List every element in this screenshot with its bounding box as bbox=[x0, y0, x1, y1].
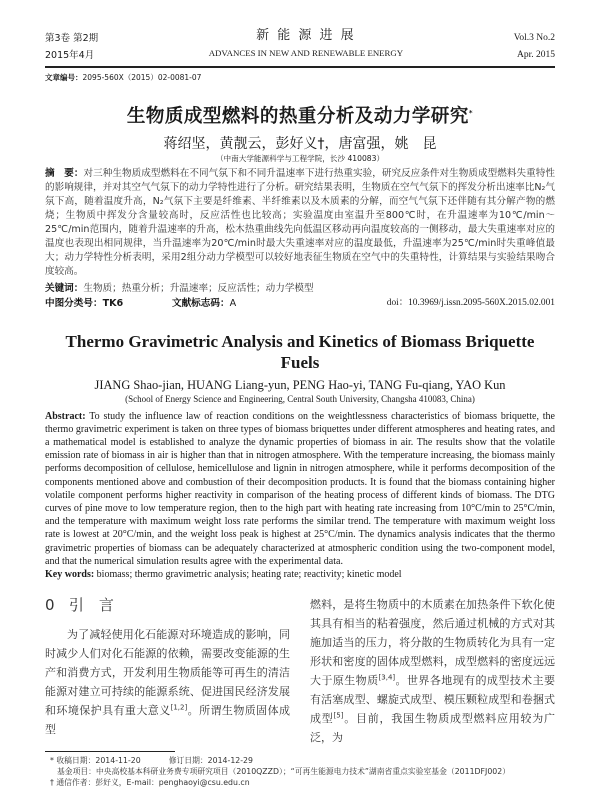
classification bbox=[45, 296, 172, 311]
intro-text: 。世界各地现有的成型技术主要有活塞成型、螺旋式成型、模压颗粒成型和卷捆式成型 bbox=[310, 674, 556, 726]
citation: [1,2] bbox=[170, 703, 188, 712]
abstract-cn-text: 对三种生物质成型燃料在不同气氛下和不同升温速率下进行热重实验，研究反应条件对生物质成型燃料失重特性的影响规律，并对其空气气氛下的动力学特性进行了分析。研究结果表明，生物质在空气气氛下的挥发分析出速率比N₂气氛下高，随着温度升高，N₂气氛下主要是纤维素、半纤维素以及木质素的分解，而空气气氛下还伴随有其分解产物的燃烧；生物质中挥发分含量较高时，反应活性也比较高；实验温度由室温升至800℃时，在升温速率为10℃/min～25℃/min范围内，随着升温速率的升高，松木热重曲线先向低温区移动再向温度较高的一侧移动，最大失重速率对应的温度也表现出相同规律，当升温速率为20℃/min时最大失重速率对应的温度最低，升温速率为25℃/min时失重峰值最大；动力学特性分析表明，采用2组分动力学模型可以较好地表征生物质在空气中的失重特性，计算结果与实验结果吻合度较高。 bbox=[45, 167, 556, 277]
title-footnote-mark: * bbox=[468, 108, 474, 117]
title-en: Thermo Gravimetric Analysis and Kinetics of Biomass Briquette Fuels bbox=[65, 331, 535, 372]
footnote-fund: 基金项目：中央高校基本科研业务费专项研究项目（2010QZZD）；“可再生能源电力技术”湖南省重点实验室基金（2011DFJ002） bbox=[57, 767, 511, 777]
document-code-label: 文献标志码： bbox=[172, 297, 230, 309]
date-cn: 2015年4月 bbox=[45, 50, 95, 61]
abstract-en bbox=[45, 410, 555, 568]
header-rule bbox=[45, 66, 555, 68]
running-header bbox=[45, 26, 555, 64]
keywords-cn-text: 生物质；热重分析；升温速率；反应活性；动力学模型 bbox=[83, 282, 314, 294]
journal-name-cn: 新 能 源 进 展 bbox=[256, 28, 356, 43]
journal-name-en: ADVANCES IN NEW AND RENEWABLE ENERGY bbox=[208, 48, 404, 58]
volume-issue-cn: 第3卷 第2期 bbox=[45, 33, 99, 44]
section-number: 0 bbox=[45, 596, 55, 615]
header-left bbox=[45, 26, 98, 64]
authors-cn: 蒋绍坚，黄靓云，彭好义†，唐富强，姚 昆 bbox=[163, 135, 437, 152]
keywords-en-label: Key words: bbox=[45, 568, 95, 580]
classification-label: 中图分类号： bbox=[45, 297, 103, 309]
article-number-value: 2095-560X（2015）02-0081-07 bbox=[82, 72, 202, 82]
keywords-en bbox=[45, 568, 555, 581]
citation: [3,4] bbox=[378, 673, 396, 682]
abstract-cn bbox=[45, 167, 555, 279]
document-code-value: A bbox=[229, 297, 237, 309]
article-number-label: 文章编号： bbox=[45, 72, 83, 82]
title-cn-text: 生物质成型燃料的热重分析及动力学研究 bbox=[126, 105, 469, 127]
intro-text: 。目前，我国生物质成型燃料应用较为广泛，为 bbox=[310, 712, 556, 745]
article-number bbox=[45, 72, 555, 83]
doi: doi：10.3969/j.issn.2095-560X.2015.02.001 bbox=[386, 297, 555, 308]
intro-text: 为了减轻使用化石能源对环境造成的影响，同时减少人们对化石能源的依赖，需要改变能源的生产和消费方式，开发利用生物质能等可再生的清洁能源对建立可持续的能源系统、促进国民经济发展和环境保护具有重大意义 bbox=[45, 628, 290, 718]
intro-left-paragraph bbox=[45, 625, 290, 739]
footnote-revised: 修订日期：2014-12-29 bbox=[168, 756, 253, 766]
affiliation-en: (School of Energy Science and Engineering, Central South University, Changsha 410083, China) bbox=[125, 393, 475, 404]
document-code bbox=[172, 296, 236, 311]
classification-value: TK6 bbox=[102, 297, 124, 309]
intro-right-column bbox=[310, 595, 555, 747]
authors-en: JIANG Shao-jian, HUANG Liang-yun, PENG Hao-yi, TANG Fu-qiang, YAO Kun bbox=[94, 377, 506, 392]
abstract-en-text: To study the influence law of reaction conditions on the weightlessness characteristics of biomass briquette, the thermo gravimetric experiment is taken on three types of biomass briquettes under different atmospheres and heating rates, and a mathematical model is established to analyze the dynamic properties of biomass in air. The results show that the volatile emission rate of biomass in air is higher than that in nitrogen atmosphere. With the temperature increasing, the biomass mainly performs decomposition of cellulose, hemicellulose and lignin in nitrogen atmosphere, while it performs decomposition of the components mentioned above and combustion of their decomposition products. It is found that the biomass containing higher volatile component performs higher reactivity in comparison of the heating process of different kinds of biomass. The DTG curves of pine move to low temperature region, then to the high part with heating rate increasing from 10°C/min to 25°C/min, and the temperature with maximum weight loss rate performs the similar trend. The temperature with maximum weight loss rate is lowest at 20°C/min, and the weight loss peak is highest at 25°C/min. The dynamics analysis indicates that the thermo gravimetric properties of biomass can be adequately characterized at atmospheric condition using the two-component model, and that the numerical simulation results agree with the experimental data. bbox=[45, 410, 555, 567]
footnote-dates bbox=[45, 755, 555, 766]
affiliation-cn: （中南大学能源科学与工程学院，长沙 410083） bbox=[215, 153, 385, 163]
header-right bbox=[514, 26, 555, 64]
intro-text: 燃料，是将生物质中的木质素在加热条件下软化使其具有相当的粘着强度，然后通过机械的方式对其施加适当的压力，将分散的生物质转化为具有一定形状和密度的固体成型燃料，成型燃料的密度远远大于原生物质 bbox=[310, 598, 555, 688]
intro-columns bbox=[45, 595, 555, 747]
header-center bbox=[209, 26, 403, 60]
intro-left-column bbox=[45, 595, 290, 747]
footnote-received: * 收稿日期：2014-11-20 bbox=[50, 756, 141, 766]
footnote-rule bbox=[45, 751, 175, 752]
footnote-corresponding: † 通信作者：彭好义，E-mail：penghaoyi@csu.edu.cn bbox=[50, 778, 250, 788]
abstract-en-label: Abstract: bbox=[45, 410, 86, 422]
keywords-cn bbox=[45, 281, 555, 296]
section-heading bbox=[45, 595, 290, 615]
section-title: 引 言 bbox=[68, 596, 114, 615]
classification-row bbox=[45, 296, 555, 311]
date-en: Apr. 2015 bbox=[516, 50, 555, 60]
abstract-cn-label: 摘 要： bbox=[45, 167, 84, 179]
citation: [5] bbox=[333, 711, 344, 720]
intro-text: 。所谓生物质固体成型 bbox=[45, 704, 291, 737]
keywords-en-text: biomass; thermo gravimetric analysis; heating rate; reactivity; kinetic model bbox=[96, 568, 402, 580]
title-cn bbox=[45, 105, 555, 129]
volume-issue-en: Vol.3 No.2 bbox=[513, 33, 555, 43]
keywords-cn-label: 关键词： bbox=[45, 282, 84, 294]
